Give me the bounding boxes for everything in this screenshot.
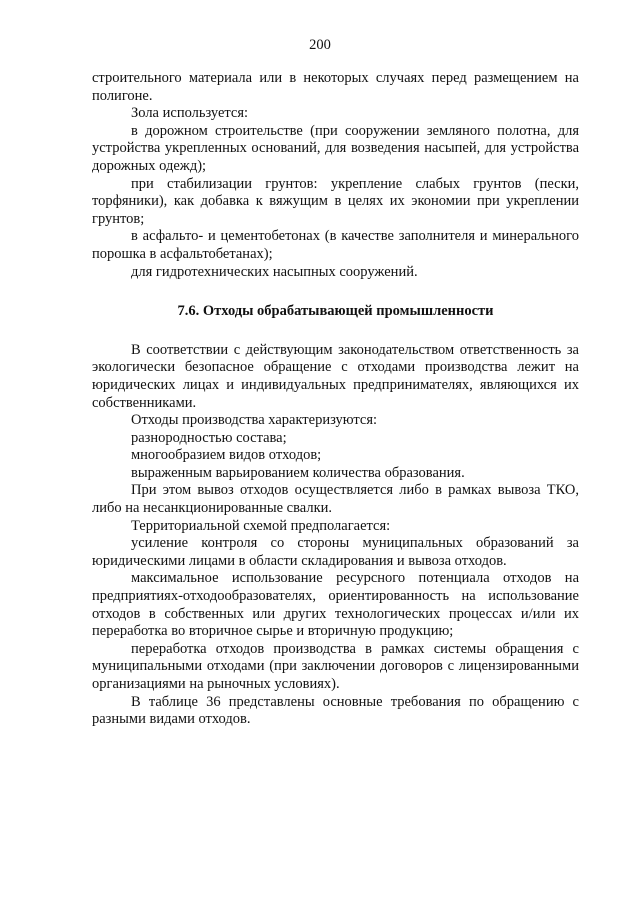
paragraph-continuation: строительного материала или в некоторых случаях перед размещением на полигоне. [92,70,579,104]
paragraph-variety: многообразием видов отходов; [131,447,322,464]
paragraph-resource-use: максимальное использование ресурсного потенциала отходов на предприятиях-отходообразователях, ориентированность на использование отходов в собственных или других технологических процессах и/или их переработка во вторичное сырье и вторичную продукцию; [92,570,579,640]
paragraph-control: усиление контроля со стороны муниципальных образований за юридическими лицами в области складирования и вывоза отходов. [92,535,579,569]
paragraph-table-reference: В таблице 36 представлены основные требования по обращению с разными видами отходов. [92,693,579,728]
paragraph-scheme-intro: Территориальной схемой предполагается: [131,517,391,534]
paragraph-hydraulic-structures: для гидротехнических насыпных сооружений. [131,263,418,280]
section-heading: 7.6. Отходы обрабатывающей промышленности [177,303,494,320]
page-content [92,70,579,729]
page-number: 200 [309,37,331,53]
paragraph-waste-characteristics-intro: Отходы производства характеризуются: [131,412,378,429]
paragraph-processing: переработка отходов производства в рамках системы обращения с муниципальными отходами (при заключении договоров с лицензированными организациями на рыночных условиях). [92,640,579,692]
paragraph-quantity-variation: выраженным варьированием количества образования. [131,464,465,481]
paragraph-legislation: В соответствии с действующим законодательством ответственность за экологически безопасное обращение с отходами производства лежит на юридических лицах и индивидуальных предпринимателях, являющихся их собственниками. [92,341,579,411]
paragraph-soil-stabilization: при стабилизации грунтов: укрепление слабых грунтов (пески, торфяники), как добавка к вяжущим в целях их экономии при укреплении грунтов; [92,175,579,227]
paragraph-ash-uses-intro: Зола используется: [131,105,249,122]
paragraph-waste-removal: При этом вывоз отходов осуществляется либо в рамках вывоза ТКО, либо на несанкционированные свалки. [92,482,579,517]
paragraph-asphalt-concrete: в асфальто- и цементобетонах (в качестве заполнителя и минерального порошка в асфальтобетанах); [92,228,579,262]
paragraph-road-construction: в дорожном строительстве (при сооружении земляного полотна, для устройства укрепленных оснований, для возведения насыпей, для устройства дорожных одежд); [92,122,579,174]
paragraph-composition: разнородностью состава; [131,429,287,446]
